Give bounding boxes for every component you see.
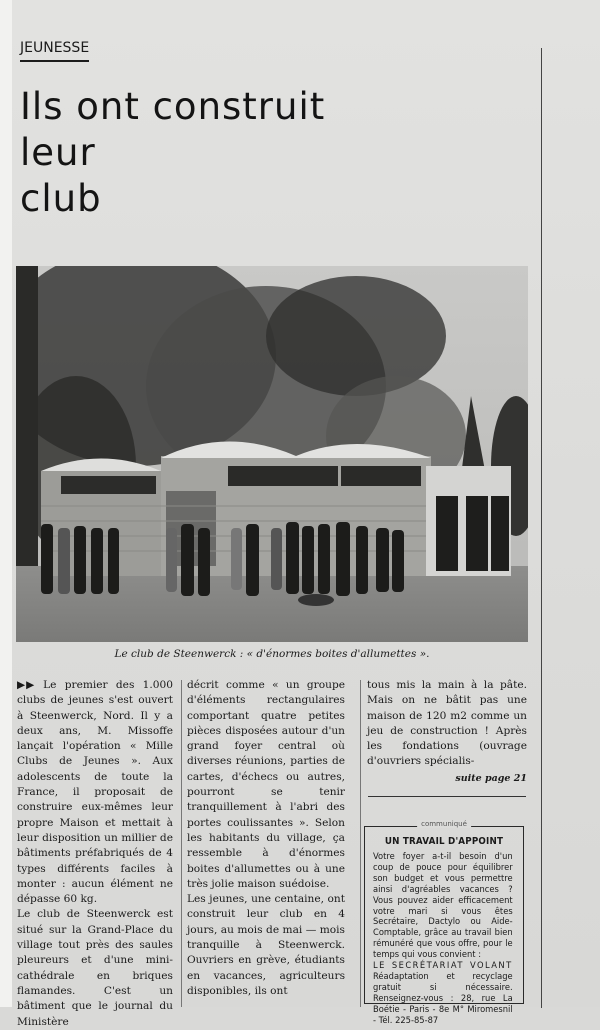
article-paragraph: tous mis la main à la pâte. Mais on ne bâtit pas une maison de 120 m2 comme un jeu de construction ! Après les fondations (ouvrage d'ouvriers spécialis-: [367, 679, 527, 768]
headline: [20, 84, 325, 222]
column-rule-1: [181, 680, 182, 1007]
page-edge: [0, 0, 12, 1007]
continued-link[interactable]: suite page 21: [455, 772, 527, 784]
advert-text: Votre foyer a-t-il besoin d'un coup de pouce pour équilibrer son budget et vous permettre ainsi d'agréables vacances ? Vous pouvez aider efficacement votre mari si vous êtes Secrétaire, Dactylo ou Aide-Comptable, grâce au travail bien rémunéré que vous offre, pour le temps qui vous convient :: [373, 852, 513, 961]
headline-line-3: club: [20, 177, 102, 220]
article-paragraph: Les jeunes, une centaine, ont construit leur club en 4 jours, au mois de mai — mois tranquille à Steenwerck. Ouvriers en grève, étudiants en vacances, agriculteurs disponibles, ils ont: [187, 893, 345, 997]
column-rule-2: [360, 680, 361, 1007]
advert-company: LE SECRÉTARIAT VOLANT: [373, 961, 513, 972]
advert-body: [373, 852, 513, 1027]
article-paragraph: Le club de Steenwerck est situé sur la Grand-Place du village tout près des saules pleureurs et d'une mini-cathédrale en briques flamandes. C'est un bâtiment que le journal du Ministère: [17, 908, 173, 1028]
article-paragraph: décrit comme « un groupe d'éléments rectangulaires comportant quatre petites pièces disposées autour d'un grand foyer central où diverses réunions, parties de cartes, d'échecs ou autres, pourront se tenir tranquillement à l'abri des portes coulissantes ». Selon les habitants du village, ça ressemble à d'énormes boites d'allumettes ou à une très jolie maison suédoise.: [187, 679, 345, 890]
article-column-3: [367, 678, 527, 786]
double-arrow-icon: ▶▶: [17, 679, 36, 691]
article-column-1: [17, 678, 173, 1030]
article-photo: [16, 266, 528, 642]
advert-tag: communiqué: [417, 820, 471, 828]
column-rule-right: [541, 48, 542, 1008]
advert-details: Réadaptation et recyclage gratuit si nécessaire. Renseignez-vous : 28, rue La Boétie - Paris - 8e M° Miromesnil - Tél. 225-85-87: [373, 971, 513, 1026]
advertisement-box: [364, 820, 524, 1026]
headline-line-1: Ils ont construit: [20, 85, 326, 128]
section-underline: [20, 60, 89, 62]
photo-caption: Le club de Steenwerck : « d'énormes boites d'allumettes ».: [114, 648, 430, 660]
column-divider-rule: [368, 796, 526, 797]
article-column-2: [187, 678, 345, 999]
headline-line-2: leur: [20, 131, 96, 174]
advert-title: UN TRAVAIL D'APPOINT: [384, 836, 504, 847]
section-label: JEUNESSE: [20, 40, 90, 56]
article-paragraph: ▶▶ Le premier des 1.000 clubs de jeunes s'est ouvert à Steenwerck, Nord. Il y a deux ans, M. Missoffe lançait l'opération « Mille Clubs de Jeunes ». Aux adolescents de toute la France, il proposait de construire eux-mêmes leur propre Maison et mettait à leur disposition un millier de bâtiments préfabriqués de 4 types différents faciles à monter : aucun élément ne dépasse 60 kg.: [17, 679, 174, 906]
